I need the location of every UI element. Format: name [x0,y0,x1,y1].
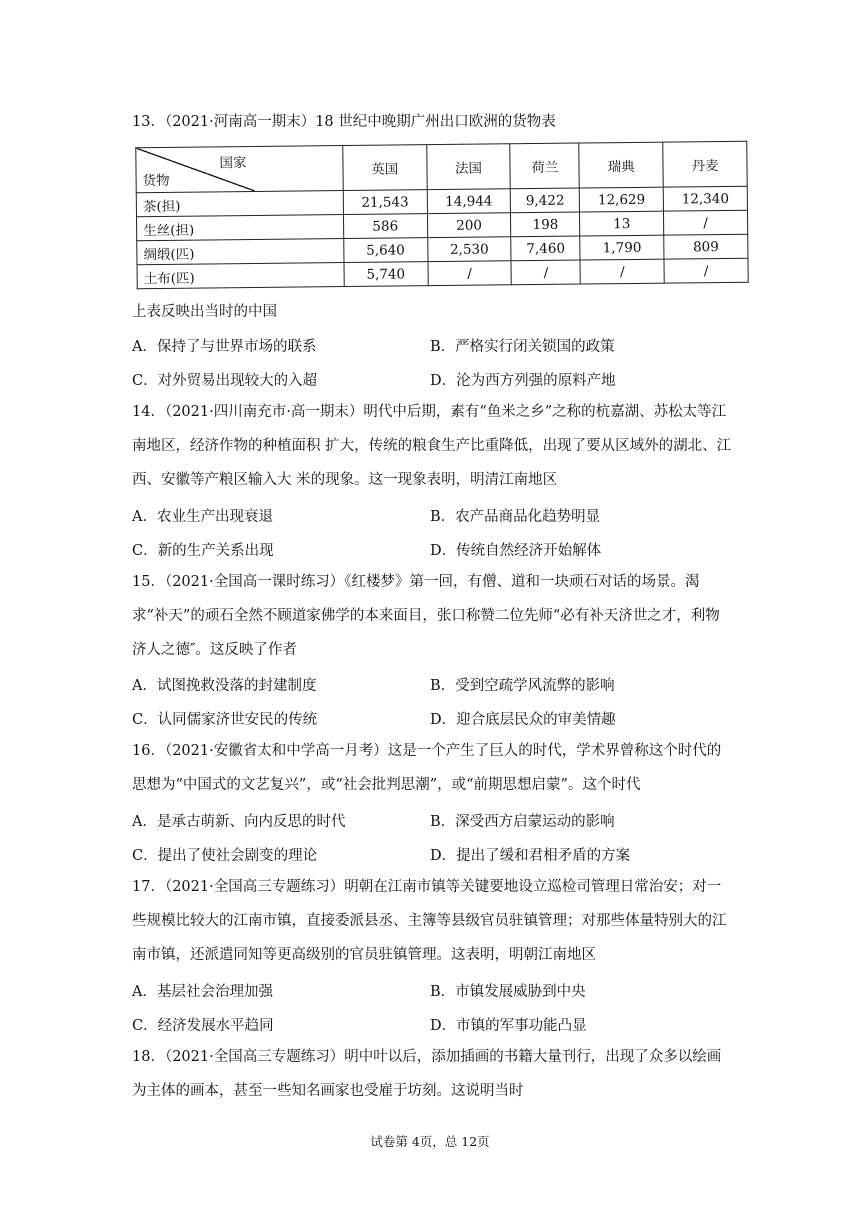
table-cell: / [511,260,580,285]
q16-option-b[interactable]: B．深受西方启蒙运动的影响 [430,814,615,830]
q16-option-c[interactable]: C．提出了使社会剧变的理论 [132,848,318,864]
row-label: 茶(担) [136,191,343,217]
page-footer: 试卷第 4页，总 12页 [370,1134,490,1149]
table-cell: 5,740 [344,262,428,287]
col-header: 丹麦 [663,141,747,187]
q13-stem: 13．（2021·河南高一期末）18 世纪中晚期广州出口欧洲的货物表 [132,114,556,130]
table-cell: / [664,258,748,283]
q17-option-a[interactable]: A．基层社会治理加强 [132,984,273,1000]
table-cell: 5,640 [343,238,427,263]
table-cell: 1,790 [580,235,664,260]
q17-option-b[interactable]: B．市镇发展威胁到中央 [430,984,586,1000]
q15-option-a[interactable]: A．试图挽救没落的封建制度 [132,678,317,694]
table-row [137,258,748,288]
table-cell: 7,460 [511,236,580,261]
q14-option-a[interactable]: A．农业生产出现衰退 [132,509,273,525]
col-header: 荷兰 [510,143,579,189]
q14-stem: 14．（2021·四川南充市·高一期末）明代中后期，素有“鱼米之乡”之称的杭嘉湖、苏松太等江南地区，经济作物的种植面积 扩大，传统的粮食生产比重降低，出现了要从区域外的湖北、江西、安徽等产粮区输入大 米的现象。这一现象表明，明清江南地区 [132,404,732,488]
q15-stem: 15．（2021·全国高一课时练习）《红楼梦》第一回，有僧、道和一块顽石对话的场景。渴求“补天”的顽石全然不顾道家佛学的本来面目，张口称赞二位先师“必有补天济世之才，利物济人之德″。这反映了作者 [132,574,720,658]
q16-option-a[interactable]: A．是承古萌新、向内反思的时代 [132,814,346,830]
table-cell: 12,629 [580,187,664,212]
q13-option-c[interactable]: C．对外贸易出现较大的入超 [132,373,318,389]
table-cell: 198 [511,212,580,237]
table-cell: 14,944 [427,189,511,214]
q16-option-d[interactable]: D．提出了缓和君相矛盾的方案 [430,848,631,864]
q16-stem: 16．（2021·安徽省太和中学高一月考）这是一个产生了巨人的时代，学术界曾称这个时代的思想为“中国式的文艺复兴”，或“社会批判思潮”，或“前期思想启蒙”。这个时代 [132,743,722,793]
q15-option-d[interactable]: D．迎合底层民众的审美情趣 [430,712,616,728]
table-cell: 809 [664,234,748,259]
q18-stem: 18．（2021·全国高三专题练习）明中叶以后，添加插画的书籍大量刊行，出现了众多以绘画为主体的画本，甚至一些知名画家也受雇于坊刻。这说明当时 [132,1049,722,1099]
table-cell: 9,422 [511,188,580,213]
table-cell: 200 [427,213,511,238]
col-header: 法国 [426,144,510,190]
table-cell: 12,340 [663,186,747,211]
q13-lead: 上表反映出当时的中国 [132,304,277,320]
q13-option-d[interactable]: D．沦为西方列强的原料产地 [430,373,616,389]
corner-label-goods: 货物 [142,172,170,190]
q17-stem: 17．（2021·全国高三专题练习）明朝在江南市镇等关键要地设立巡检司管理日常治安；对一些规模比较大的江南市镇，直接委派县丞、主簿等县级官员驻镇管理；对那些体量特别大的江南市镇，还派遣同知等更高级别的官员驻镇管理。这表明，明朝江南地区 [132,879,727,963]
row-label: 土布(匹) [137,263,344,289]
table-cell: / [580,259,664,284]
table-cell: 21,543 [343,190,427,215]
table-cell: 2,530 [427,237,511,262]
q15-option-b[interactable]: B．受到空疏学风流弊的影响 [430,678,615,694]
table-cell: / [428,261,512,286]
table-cell: / [664,210,748,235]
q17-option-c[interactable]: C．经济发展水平趋同 [132,1018,274,1034]
table-cell: 586 [343,214,427,239]
q14-option-b[interactable]: B．农产品商品化趋势明显 [430,509,601,525]
row-label: 绸缎(匹) [137,239,344,265]
q14-option-d[interactable]: D．传统自然经济开始解体 [430,543,602,559]
col-header: 英国 [343,145,427,191]
table-corner-cell [136,146,343,193]
row-label: 生丝(担) [137,215,344,241]
q13-option-a[interactable]: A．保持了与世界市场的联系 [132,339,317,355]
table-cell: 13 [580,211,664,236]
q13-option-b[interactable]: B．严格实行闭关锁国的政策 [430,339,615,355]
q13-goods-table [135,141,748,289]
q17-option-d[interactable]: D．市镇的军事功能凸显 [430,1018,587,1034]
q14-option-c[interactable]: C．新的生产关系出现 [132,543,274,559]
col-header: 瑞典 [579,142,663,188]
corner-label-country: 国家 [219,155,247,172]
q15-option-c[interactable]: C．认同儒家济世安民的传统 [132,712,318,728]
